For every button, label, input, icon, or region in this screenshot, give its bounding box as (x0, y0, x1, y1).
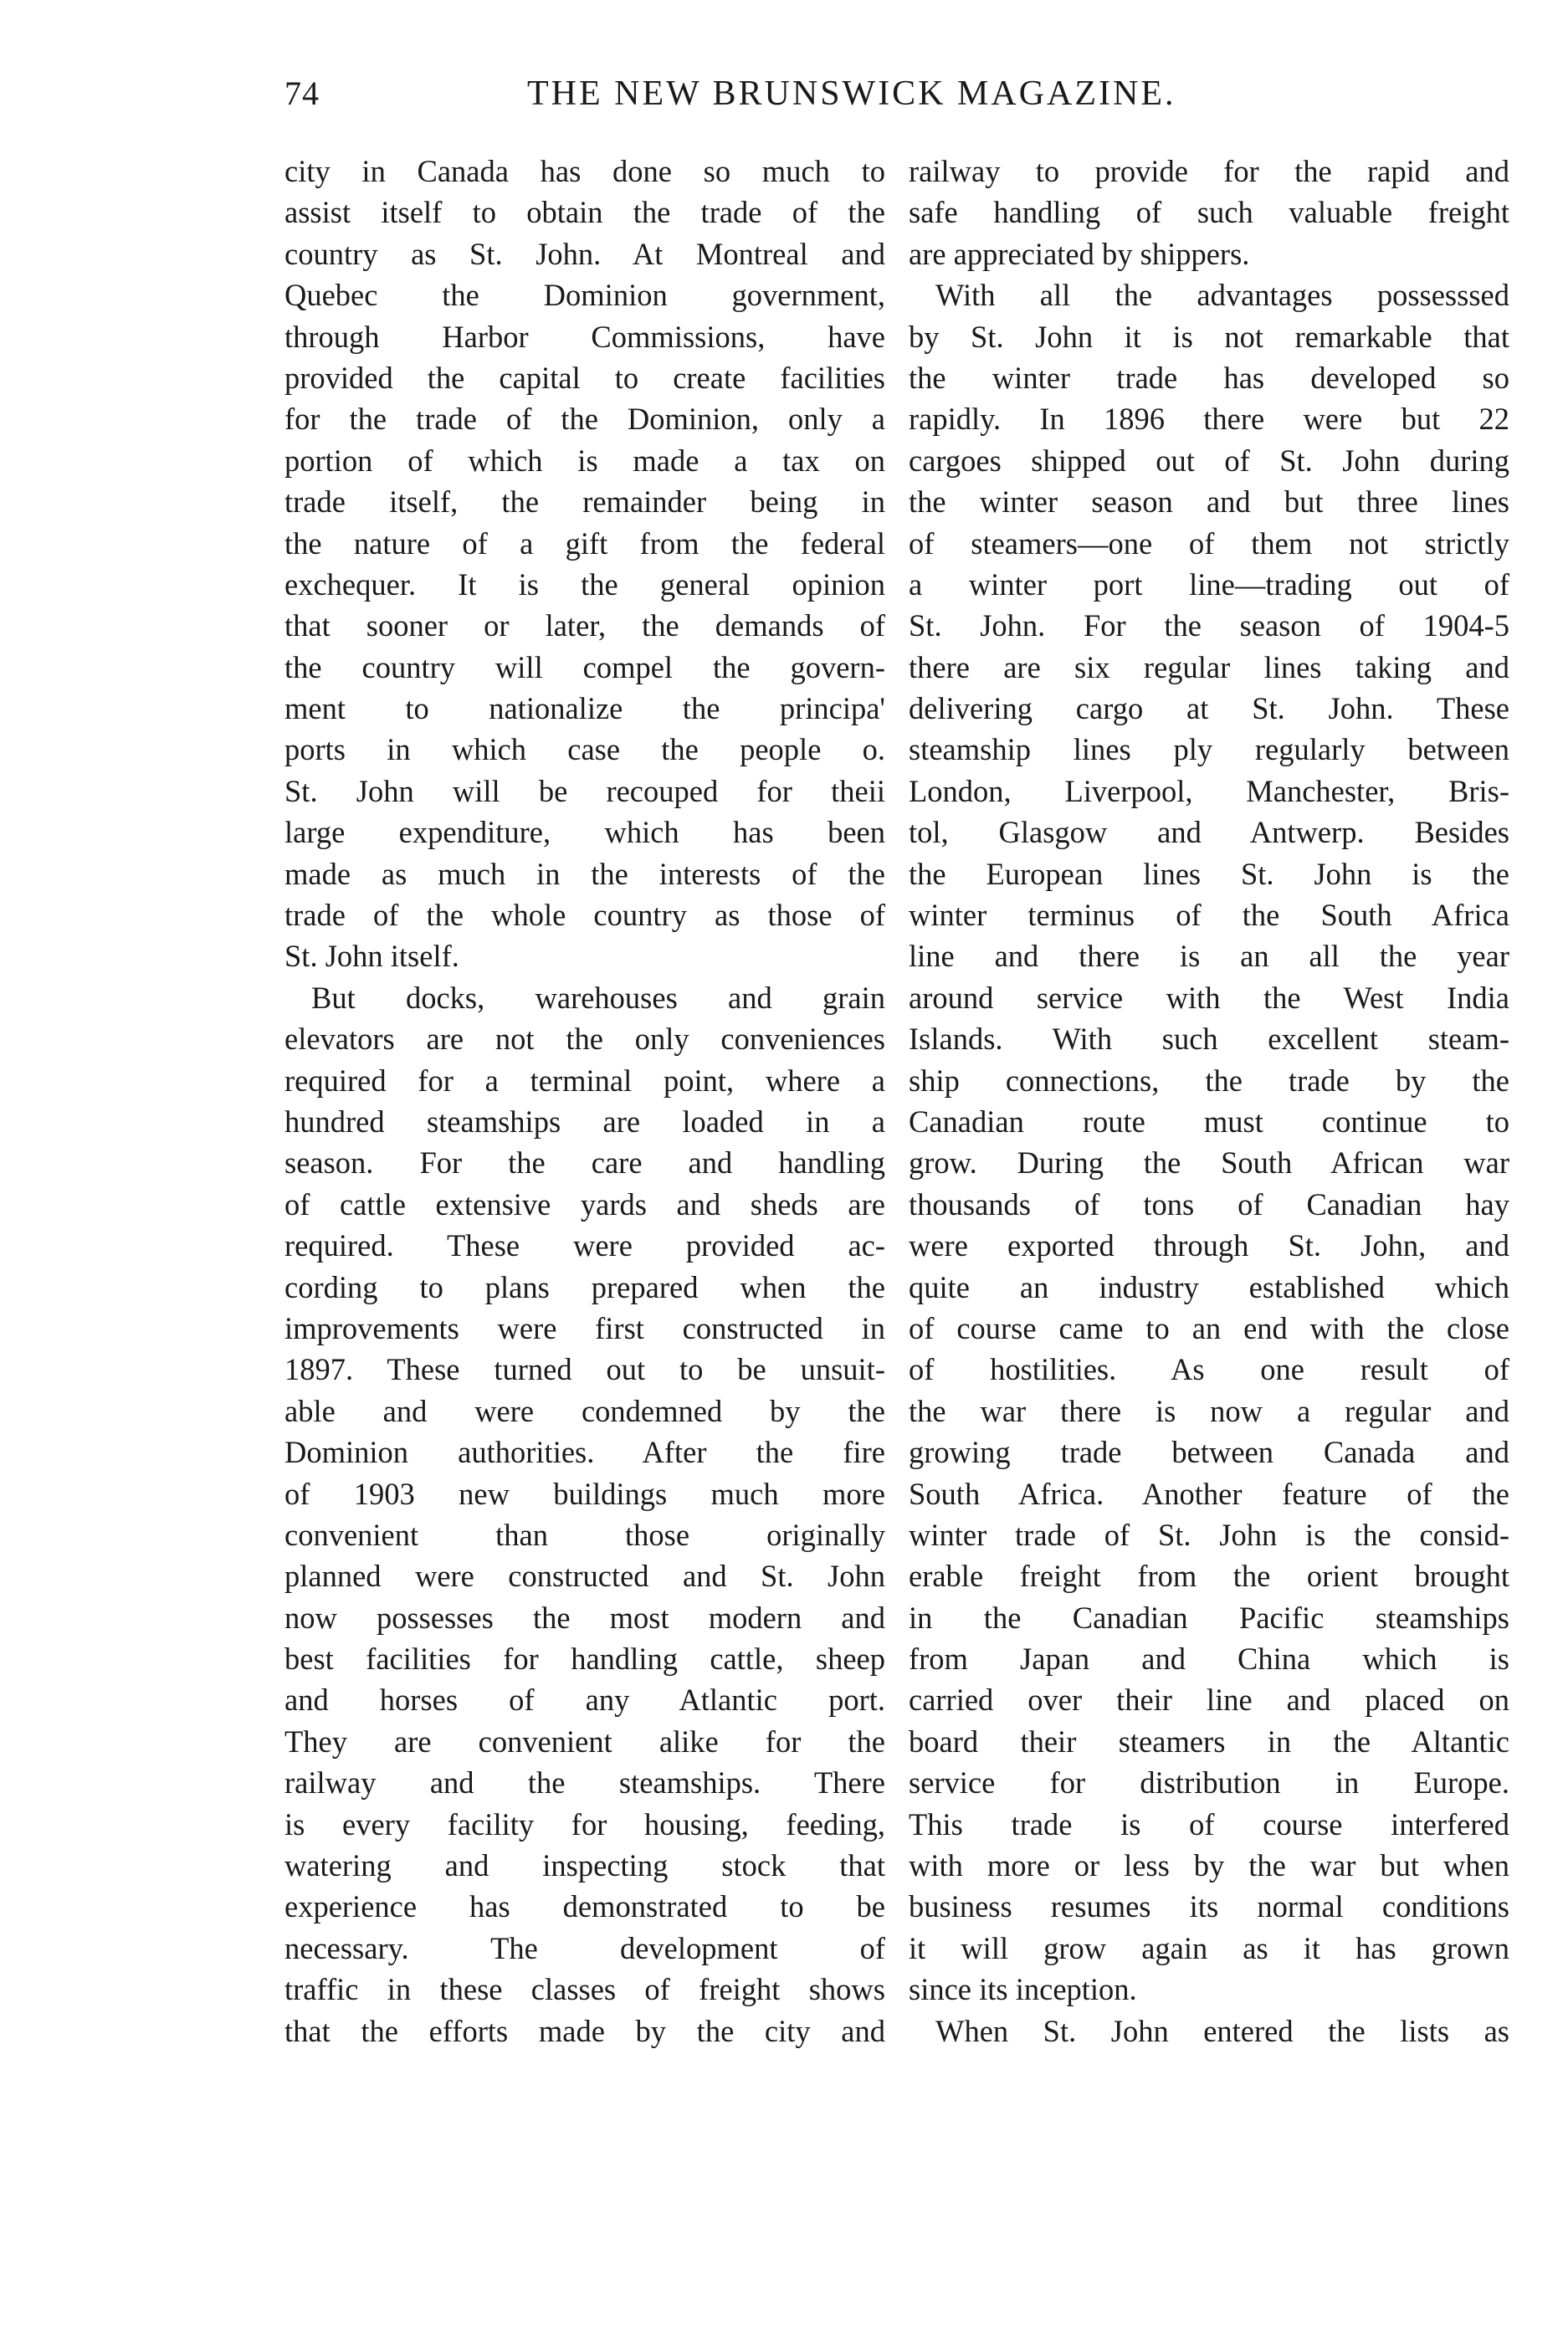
text-line: in the Canadian Pacific steamships (909, 1600, 1509, 1635)
text-line: When St. John entered the lists as (935, 2013, 1509, 2048)
text-line: This trade is of course interfered (909, 1806, 1509, 1842)
text-line: assist itself to obtain the trade of the (284, 195, 885, 230)
text-line: planned were constructed and St. John (284, 1559, 885, 1594)
text-line: of hostilities. As one result of (909, 1352, 1509, 1387)
text-line: railway and the steamships. There (284, 1765, 885, 1801)
text-line: business resumes its normal conditions (909, 1889, 1509, 1924)
text-line: around service with the West India (909, 980, 1509, 1015)
text-line: by St. John it is not remarkable that (909, 319, 1509, 354)
text-line: portion of which is made a tax on (284, 443, 885, 478)
page-header (284, 74, 1506, 132)
text-line: tol, Glasgow and Antwerp. Besides (909, 815, 1509, 850)
text-line: growing trade between Canada and (909, 1435, 1509, 1470)
text-line: steamship lines ply regularly between (909, 732, 1509, 767)
text-line: for the trade of the Dominion, only a (284, 402, 885, 437)
text-line: season. For the care and handling (284, 1145, 885, 1181)
text-line: of 1903 new buildings much more (284, 1476, 885, 1511)
text-line: 1897. These turned out to be unsuit- (284, 1352, 885, 1387)
text-line: the winter trade has developed so (909, 360, 1509, 395)
text-line: the country will compel the govern- (284, 649, 885, 684)
text-line: grow. During the South African war (909, 1145, 1509, 1181)
text-line: through Harbor Commissions, have (284, 319, 885, 354)
text-line: St. John itself. (284, 939, 459, 974)
text-line: it will grow again as it has grown (909, 1930, 1509, 1965)
text-line: convenient than those originally (284, 1517, 885, 1552)
text-line: Dominion authorities. After the fire (284, 1435, 885, 1470)
text-line: quite an industry established which (909, 1269, 1509, 1304)
text-line: experience has demonstrated to be (284, 1889, 885, 1924)
text-line: board their steamers in the Altantic (909, 1724, 1509, 1759)
text-line: London, Liverpool, Manchester, Bris- (909, 773, 1509, 808)
text-line: watering and inspecting stock that (284, 1848, 885, 1883)
text-line: large expenditure, which has been (284, 815, 885, 850)
text-line: line and there is an all the year (909, 939, 1509, 974)
text-line: Quebec the Dominion government, (284, 278, 885, 313)
text-line: the nature of a gift from the federal (284, 525, 885, 561)
text-line: ports in which case the people o. (284, 732, 885, 767)
text-line: trade of the whole country as those of (284, 898, 885, 933)
text-line: and horses of any Atlantic port. (284, 1683, 885, 1718)
text-line: required. These were provided ac- (284, 1228, 885, 1263)
text-line: provided the capital to create facilities (284, 360, 885, 395)
text-line: improvements were first constructed in (284, 1310, 885, 1345)
text-line: of course came to an end with the close (909, 1310, 1509, 1345)
text-line: that sooner or later, the demands of (284, 608, 885, 643)
text-line: cording to plans prepared when the (284, 1269, 885, 1304)
text-line: South Africa. Another feature of the (909, 1476, 1509, 1511)
text-line: that the efforts made by the city and (284, 2013, 885, 2048)
running-title: THE NEW BRUNSWICK MAGAZINE. (527, 74, 1176, 113)
text-line: exchequer. It is the general opinion (284, 566, 885, 602)
text-line: the European lines St. John is the (909, 856, 1509, 891)
text-line: St. John. For the season of 1904-5 (909, 608, 1509, 643)
text-line: city in Canada has done so much to (284, 154, 885, 188)
text-line: the winter season and but three lines (909, 484, 1509, 520)
text-line: a winter port line—trading out of (909, 566, 1509, 602)
text-line: erable freight from the orient brought (909, 1559, 1509, 1594)
text-line: traffic in these classes of freight shows (284, 1972, 885, 2007)
text-line: cargoes shipped out of St. John during (909, 443, 1509, 478)
text-line: winter terminus of the South Africa (909, 898, 1509, 933)
right-text-column (909, 151, 1509, 2052)
text-line: Islands. With such excellent steam- (909, 1022, 1509, 1057)
text-line: of cattle extensive yards and sheds are (284, 1186, 885, 1222)
text-line: best facilities for handling cattle, sheep (284, 1642, 885, 1677)
text-line: thousands of tons of Canadian hay (909, 1186, 1509, 1222)
text-line: trade itself, the remainder being in (284, 484, 885, 520)
text-line: able and were condemned by the (284, 1393, 885, 1428)
text-line: of steamers—one of them not strictly (909, 525, 1509, 561)
text-line: safe handling of such valuable freight (909, 195, 1509, 230)
text-line: They are convenient alike for the (284, 1724, 885, 1759)
text-line: hundred steamships are loaded in a (284, 1104, 885, 1139)
text-line: But docks, warehouses and grain (311, 980, 885, 1015)
text-line: there are six regular lines taking and (909, 649, 1509, 684)
text-line: ship connections, the trade by the (909, 1063, 1509, 1098)
text-line: the war there is now a regular and (909, 1393, 1509, 1428)
text-line: ment to nationalize the principa' (284, 691, 885, 726)
text-line: elevators are not the only conveniences (284, 1022, 885, 1057)
text-line: country as St. John. At Montreal and (284, 236, 885, 271)
text-line: winter trade of St. John is the consid- (909, 1517, 1509, 1552)
text-line: since its inception. (909, 1972, 1137, 2007)
text-line: delivering cargo at St. John. These (909, 691, 1509, 726)
page-number: 74 (284, 74, 320, 112)
text-line: are appreciated by shippers. (909, 236, 1250, 271)
text-line: required for a terminal point, where a (284, 1063, 885, 1098)
text-line: With all the advantages possesssed (935, 278, 1509, 313)
text-line: with more or less by the war but when (909, 1848, 1509, 1883)
text-line: service for distribution in Europe. (909, 1765, 1509, 1801)
text-line: Canadian route must continue to (909, 1104, 1509, 1139)
text-line: from Japan and China which is (909, 1642, 1509, 1677)
text-line: railway to provide for the rapid and (909, 154, 1509, 188)
text-line: necessary. The development of (284, 1930, 885, 1965)
text-line: is every facility for housing, feeding, (284, 1806, 885, 1842)
text-line: rapidly. In 1896 there were but 22 (909, 402, 1509, 437)
text-line: made as much in the interests of the (284, 856, 885, 891)
text-line: now possesses the most modern and (284, 1600, 885, 1635)
text-line: carried over their line and placed on (909, 1683, 1509, 1718)
left-text-column (284, 151, 885, 2052)
text-line: St. John will be recouped for theii (284, 773, 885, 808)
text-line: were exported through St. John, and (909, 1228, 1509, 1263)
